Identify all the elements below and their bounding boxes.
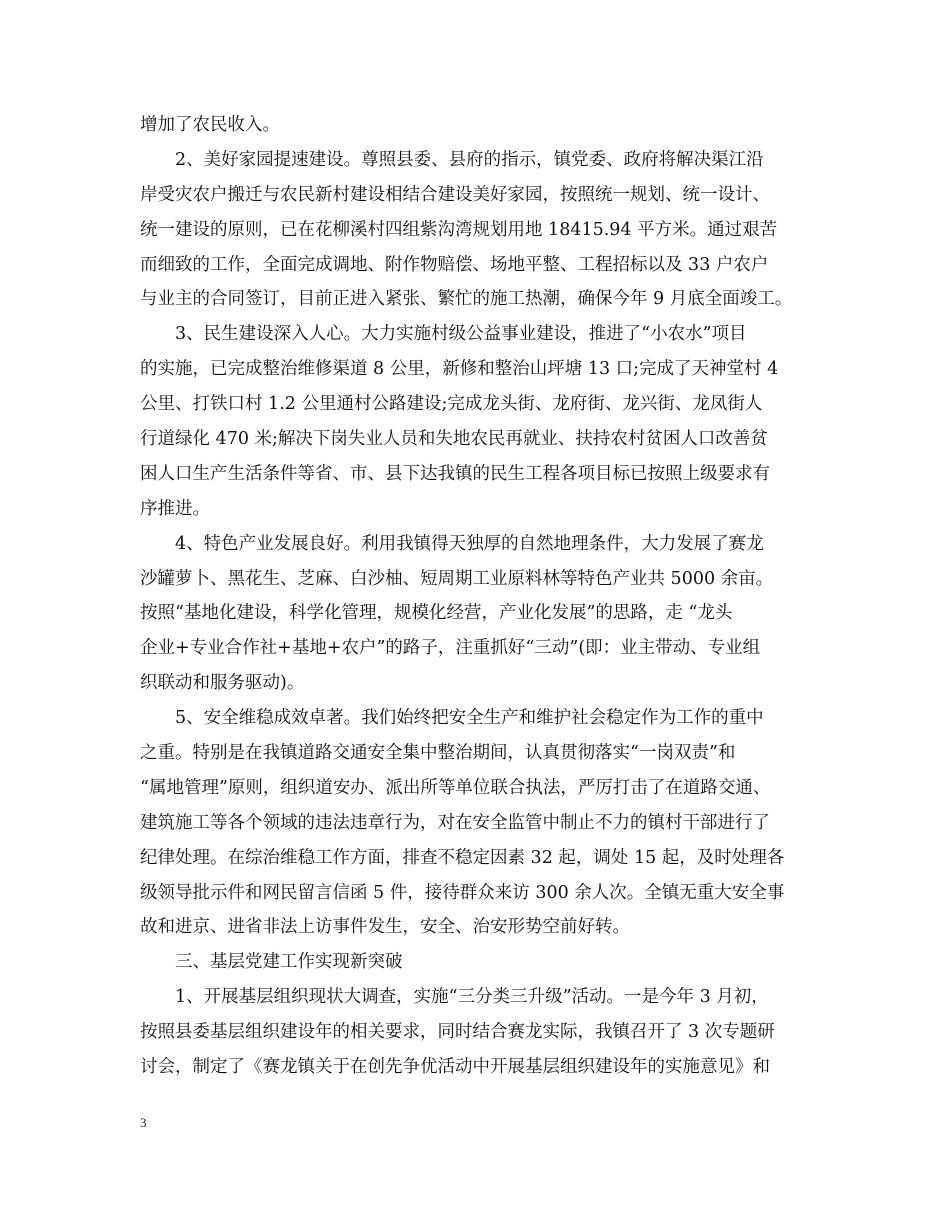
- text-line: 讨会，制定了《赛龙镇关于在创先争优活动中开展基层组织建设年的实施意见》和: [140, 1057, 770, 1078]
- text-line: 建筑施工等各个领域的违法违章行为，对在安全监管中制止不力的镇村干部进行了: [140, 812, 770, 833]
- text-line: 而细致的工作，全面完成调地、附作物赔偿、场地平整、工程招标以及 33 户农户: [140, 254, 769, 275]
- section-heading: 三、基层党建工作实现新突破: [175, 952, 403, 973]
- page-number: 3: [140, 1115, 147, 1130]
- text-line: 故和进京、进省非法上访事件发生，安全、治安形势空前好转。: [140, 917, 630, 938]
- text-line: 的实施，已完成整治维修渠道 8 公里，新修和整治山坪塘 13 口;完成了天神堂村 4: [140, 359, 779, 380]
- text-line: 增加了农民收入。: [140, 115, 280, 135]
- text-line: 级领导批示件和网民留言信函 5 件，接待群众来访 300 余人次。全镇无重大安全事: [140, 882, 785, 903]
- text-line: 之重。特别是在我镇道路交通安全集中整治期间，认真贯彻落实“一岗双责”和: [140, 743, 736, 764]
- text-line: 企业+专业合作社+基地+农户”的路子，注重抓好“三动”(即：业主带动、专业组: [140, 638, 761, 659]
- document-body: [140, 108, 820, 1085]
- text-line: 与业主的合同签订，目前正进入紧张、繁忙的施工热潮，确保今年 9 月底全面竣工。: [140, 289, 793, 310]
- text-line: 纪律处理。在综治维稳工作方面，排查不稳定因素 32 起，调处 15 起，及时处理各: [140, 847, 785, 868]
- text-line: 统一建设的原则，已在花柳溪村四组紫沟湾规划用地 18415.94 平方米。通过艰苦: [140, 219, 778, 240]
- text-line: 困人口生产生活条件等省、市、县下达我镇的民生工程各项目标已按照上级要求有: [140, 463, 770, 484]
- text-line: 1、开展基层组织现状大调查，实施“三分类三升级”活动。一是今年 3 月初，: [175, 987, 769, 1008]
- text-line: 5、安全维稳成效卓著。我们始终把安全生产和维护社会稳定作为工作的重中: [175, 708, 764, 729]
- text-line: 按照“基地化建设，科学化管理，规模化经营，产业化发展”的思路，走 “龙头: [140, 603, 733, 624]
- text-line: 序推进。: [140, 498, 210, 519]
- text-line: 行道绿化 470 米;解决下岗失业人员和失地农民再就业、扶持农村贫困人口改善贫: [140, 429, 768, 450]
- text-line: 岸受灾农户搬迁与农民新村建设相结合建设美好家园，按照统一规划、统一设计、: [140, 184, 770, 205]
- text-line: 公里、打铁口村 1.2 公里通村公路建设;完成龙头街、龙府街、龙兴街、龙凤街人: [140, 394, 763, 415]
- text-line: 4、特色产业发展良好。利用我镇得天独厚的自然地理条件，大力发展了赛龙: [175, 533, 764, 554]
- text-line: 2、美好家园提速建设。尊照县委、县府的指示，镇党委、政府将解决渠江沿: [175, 149, 764, 170]
- text-line: 按照县委基层组织建设年的相关要求，同时结合赛龙实际，我镇召开了 3 次专题研: [140, 1022, 775, 1043]
- text-line: 沙罐萝卜、黑花生、芝麻、白沙柚、短周期工业原料林等特色产业共 5000 余亩。: [140, 568, 774, 589]
- text-line: “属地管理”原则，组织道安办、派出所等单位联合执法，严厉打击了在道路交通、: [140, 777, 771, 798]
- text-line: 3、民生建设深入人心。大力实施村级公益事业建设，推进了“小农水”项目: [175, 324, 747, 345]
- text-line: 织联动和服务驱动)。: [140, 673, 305, 694]
